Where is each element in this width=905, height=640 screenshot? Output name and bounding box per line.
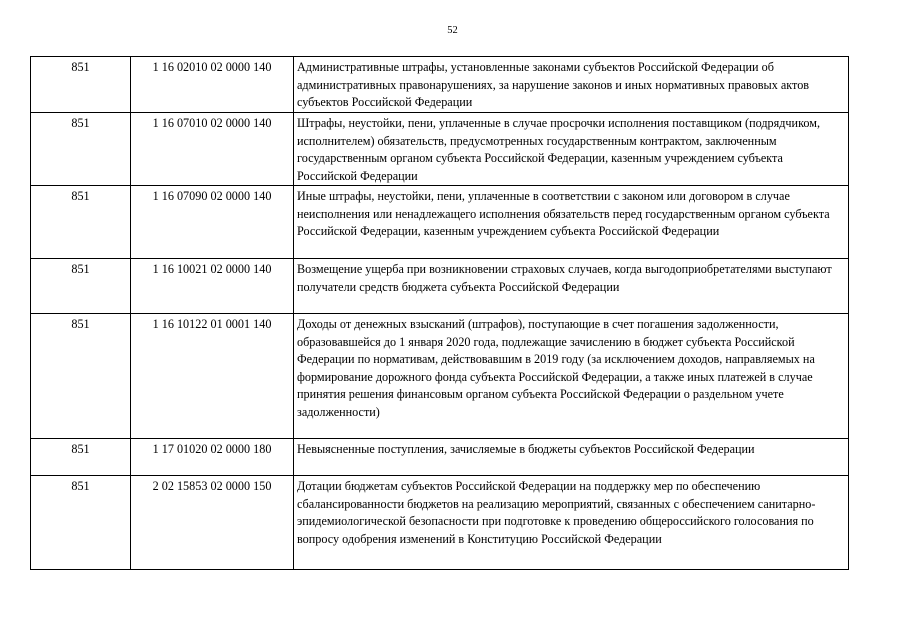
admin-code-cell: 851 [31, 259, 131, 314]
kbk-code-cell: 1 17 01020 02 0000 180 [131, 439, 294, 476]
table-row [31, 476, 849, 570]
kbk-code-cell: 1 16 02010 02 0000 140 [131, 57, 294, 113]
kbk-code-cell: 2 02 15853 02 0000 150 [131, 476, 294, 570]
description-cell: Иные штрафы, неустойки, пени, уплаченные в соответствии с законом или договором в случае неисполнения или ненадлежащего исполнения обязательств перед государственным органом субъекта Российской Федерации, казенным учреждением субъекта Российской Федерации [294, 186, 849, 259]
admin-code-cell: 851 [31, 476, 131, 570]
admin-code-cell: 851 [31, 186, 131, 259]
description-cell: Невыясненные поступления, зачисляемые в бюджеты субъектов Российской Федерации [294, 439, 849, 476]
revenue-codes-table [30, 56, 849, 570]
kbk-code-cell: 1 16 10122 01 0001 140 [131, 314, 294, 439]
page-number: 52 [447, 25, 458, 36]
table-row [31, 314, 849, 439]
table-row [31, 186, 849, 259]
table-row [31, 259, 849, 314]
description-cell: Административные штрафы, установленные законами субъектов Российской Федерации об административных правонарушениях, за нарушение законов и иных нормативных правовых актов субъектов Российской Федерации [294, 57, 849, 113]
admin-code-cell: 851 [31, 57, 131, 113]
description-cell: Доходы от денежных взысканий (штрафов), поступающие в счет погашения задолженности, образовавшейся до 1 января 2020 года, подлежащие зачислению в бюджет субъекта Российской Федерации по нормативам, действовавшим в 2019 году (за исключением доходов, направляемых на формирование дорожного фонда субъекта Российской Федерации, а также иных платежей в случае принятия решения финансовым органом субъекта Российской Федерации о раздельном учете задолженности) [294, 314, 849, 439]
admin-code-cell: 851 [31, 113, 131, 186]
admin-code-cell: 851 [31, 314, 131, 439]
table-row [31, 113, 849, 186]
kbk-code-cell: 1 16 07090 02 0000 140 [131, 186, 294, 259]
table-row [31, 439, 849, 476]
table-row [31, 57, 849, 113]
kbk-code-cell: 1 16 10021 02 0000 140 [131, 259, 294, 314]
description-cell: Штрафы, неустойки, пени, уплаченные в случае просрочки исполнения поставщиком (подрядчиком, исполнителем) обязательств, предусмотренных государственным контрактом, заключенным государственным органом субъекта Российской Федерации, казенным учреждением субъекта Российской Федерации [294, 113, 849, 186]
admin-code-cell: 851 [31, 439, 131, 476]
kbk-code-cell: 1 16 07010 02 0000 140 [131, 113, 294, 186]
description-cell: Возмещение ущерба при возникновении страховых случаев, когда выгодоприобретателями выступают получатели средств бюджета субъекта Российской Федерации [294, 259, 849, 314]
description-cell: Дотации бюджетам субъектов Российской Федерации на поддержку мер по обеспечению сбалансированности бюджетов на реализацию мероприятий, связанных с обеспечением санитарно-эпидемиологической безопасности при подготовке к проведению общероссийского голосования по вопросу одобрения изменений в Конституцию Российской Федерации [294, 476, 849, 570]
